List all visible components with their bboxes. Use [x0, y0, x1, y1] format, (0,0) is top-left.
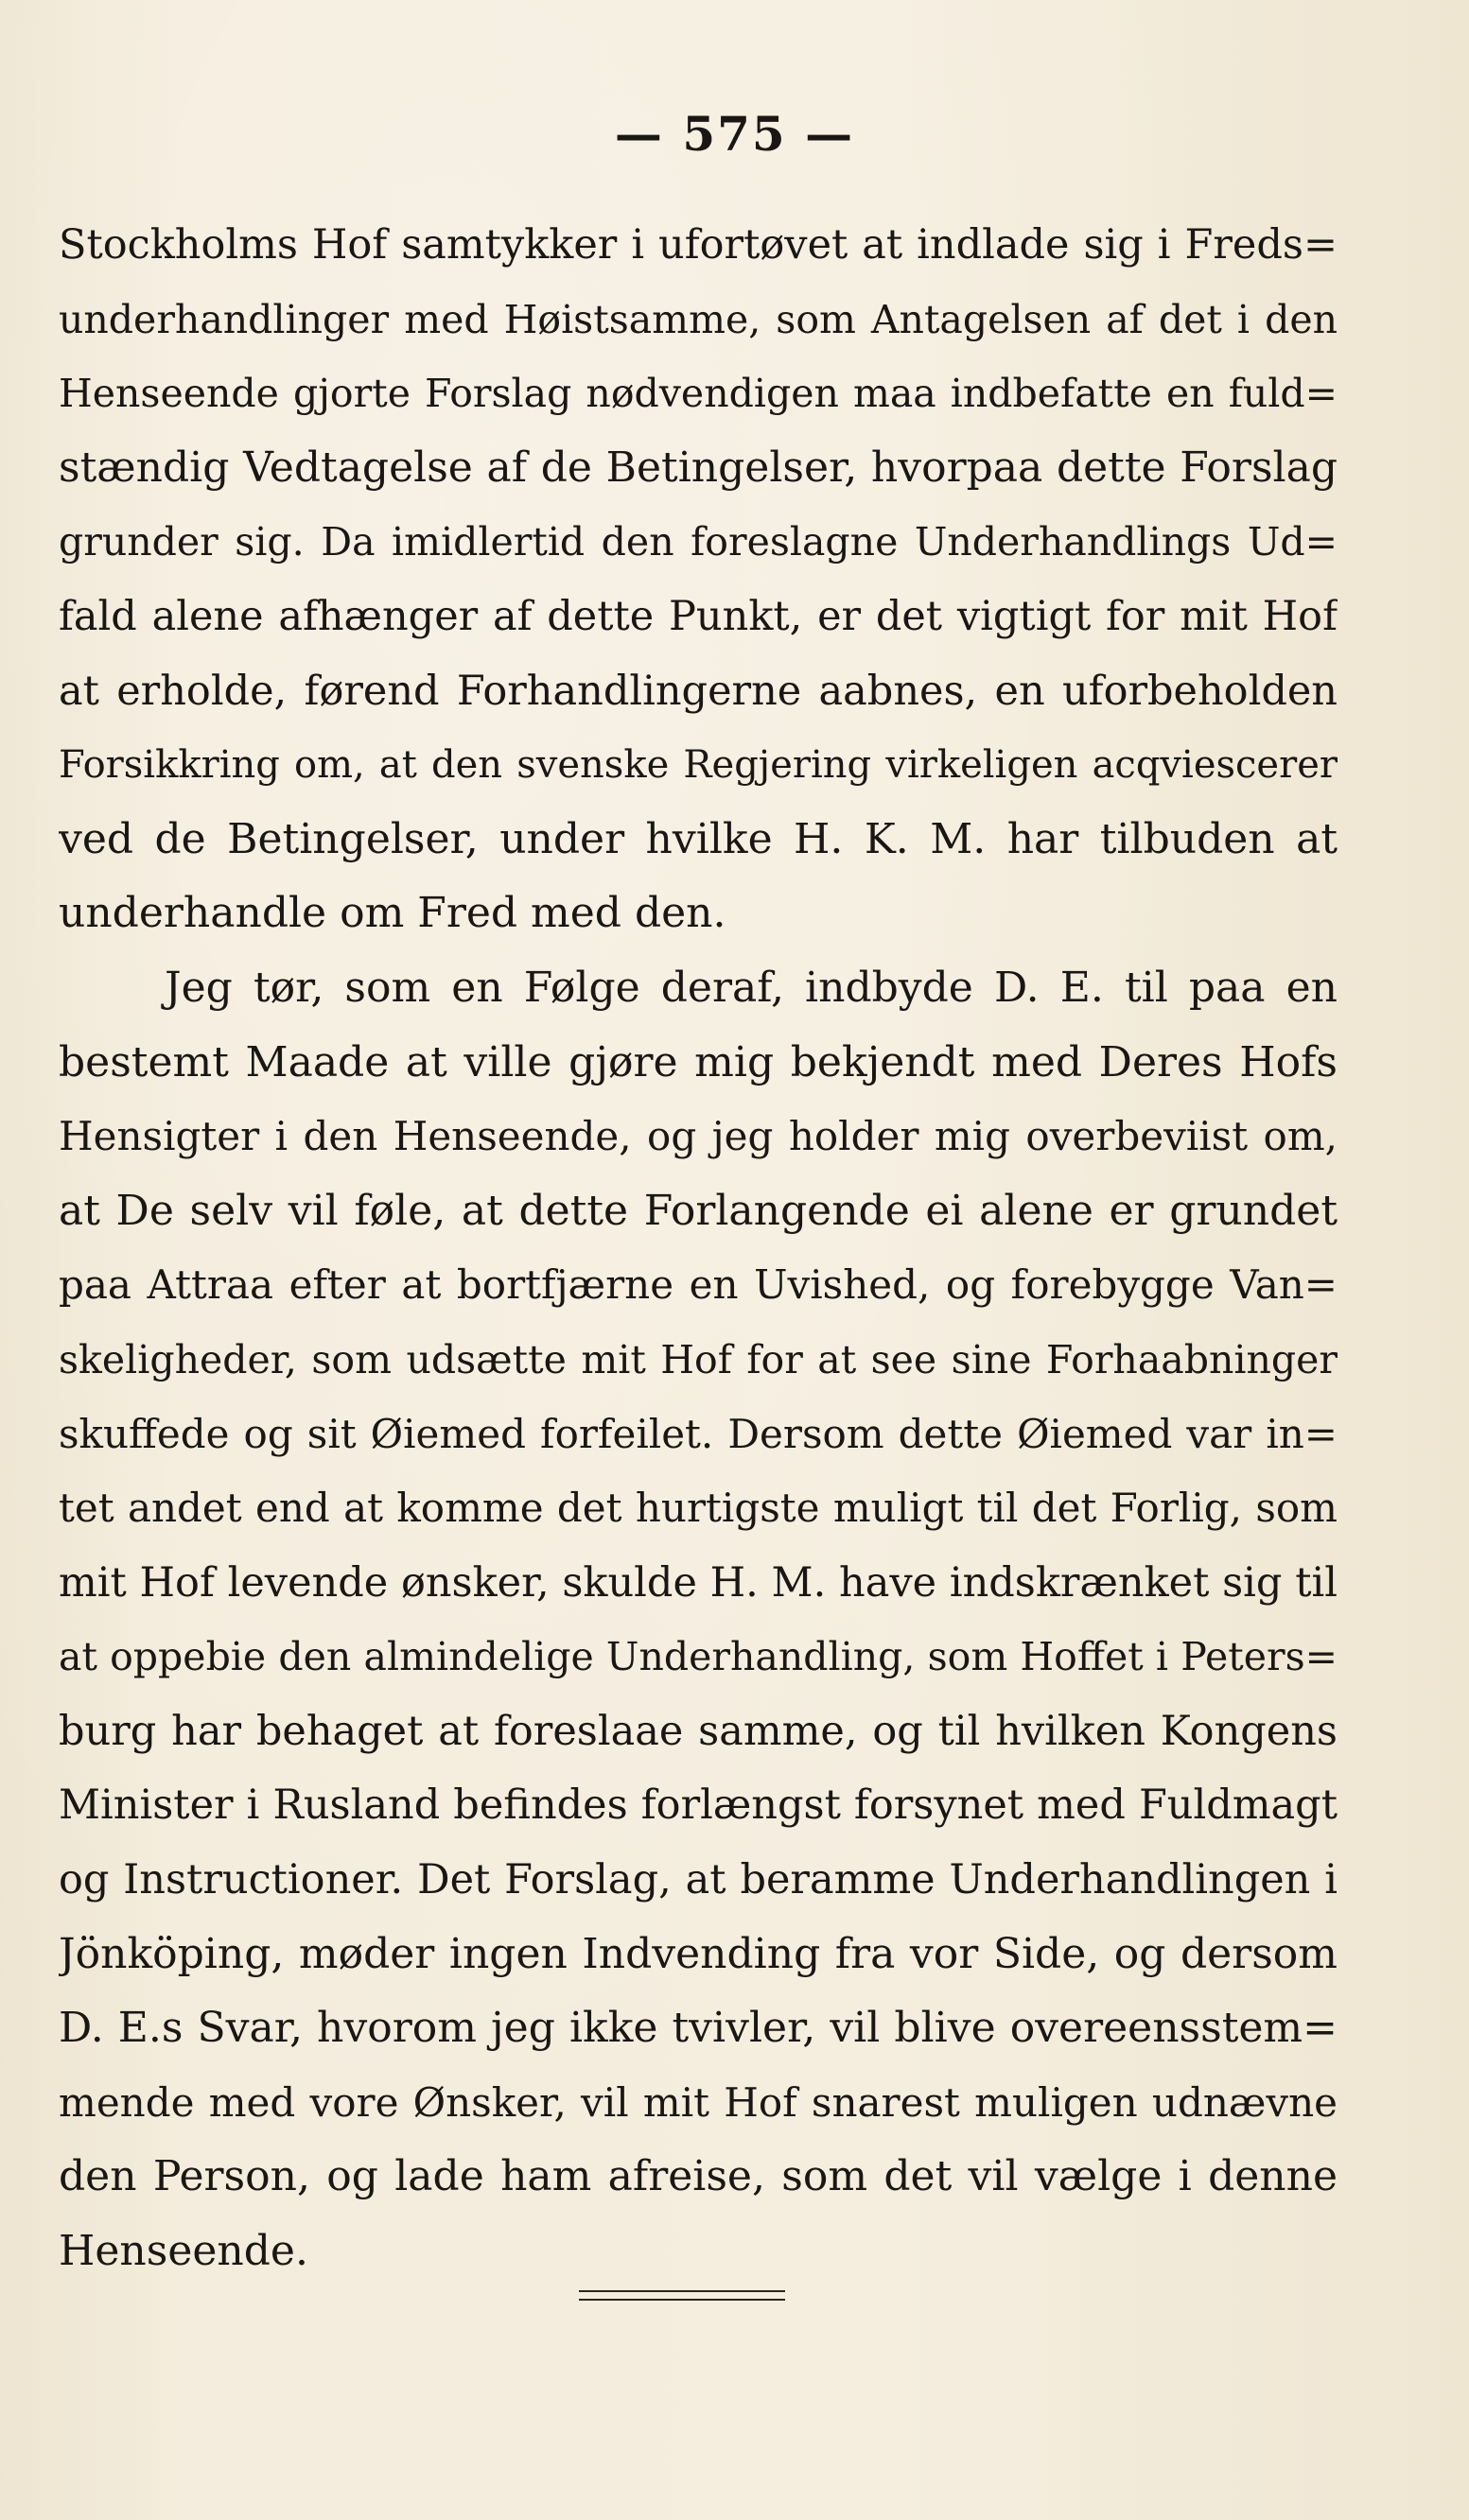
text-line: underhandle om Fred med den. — [59, 889, 726, 938]
text-line: at De selv vil føle, at dette Forlangende ei alene er grundet — [59, 1186, 1338, 1235]
text-line: stændig Vedtagelse af de Betingelser, hvorpaa dette Forslag — [59, 443, 1338, 492]
body-text — [59, 208, 1338, 2289]
text-line: mende med vore Ønsker, vil mit Hof snarest muligen udnævne — [59, 2078, 1338, 2126]
text-line: tet andet end at komme det hurtigste muligt til det Forlig, som — [59, 1485, 1338, 1532]
text-line: Henseende. — [59, 2227, 308, 2276]
text-line: at erholde, førend Forhandlingerne aabnes, en uforbeholden — [59, 667, 1338, 715]
text-line: D. E.s Svar, hvorom jeg ikke tvivler, vil blive overeensstem= — [59, 2004, 1338, 2053]
text-line: burg har behaget at foreslaae samme, og til hvilken Kongens — [59, 1707, 1338, 1755]
text-line: fald alene afhænger af dette Punkt, er det vigtigt for mit Hof — [59, 592, 1338, 640]
text-line: og Instructioner. Det Forslag, at beramme Underhandlingen i — [59, 1856, 1338, 1904]
text-line: Jönköping, møder ingen Indvending fra vor Side, og dersom — [59, 1929, 1338, 1978]
text-line: Minister i Rusland befindes forlængst forsynet med Fuldmagt — [59, 1781, 1338, 1830]
text-line: mit Hof levende ønsker, skulde H. M. have indskrænket sig til — [59, 1558, 1338, 1607]
text-line: ved de Betingelser, under hvilke H. K. M. har tilbuden at — [59, 814, 1338, 863]
text-line: bestemt Maade at ville gjøre mig bekjendt med Deres Hofs — [59, 1037, 1338, 1086]
text-line: underhandlinger med Høistsamme, som Antagelsen af det i den — [59, 296, 1338, 342]
text-line: grunder sig. Da imidlertid den foreslagne Underhandlings Ud= — [59, 519, 1338, 565]
section-divider — [579, 2290, 785, 2301]
text-line: at oppebie den almindelige Underhandling, som Hoffet i Peters= — [59, 1634, 1338, 1680]
text-line: den Person, og lade ham afreise, som det vil vælge i denne — [59, 2152, 1338, 2201]
text-line: paa Attraa efter at bortfjærne en Uvished, og forebygge Van= — [59, 1261, 1338, 1309]
text-line: skeligheder, som udsætte mit Hof for at see sine Forhaabninger — [59, 1336, 1338, 1382]
text-line: Forsikkring om, at den svenske Regjering virkeligen acqviescerer — [59, 743, 1338, 788]
text-line: Jeg tør, som en Følge deraf, indbyde D. E. til paa en — [165, 963, 1338, 1012]
text-line: skuffede og sit Øiemed forfeilet. Dersom dette Øiemed var in= — [59, 1410, 1338, 1457]
text-line: Henseende gjorte Forslag nødvendigen maa indbefatte en fuld= — [59, 371, 1338, 417]
page-number: — 575 — — [614, 106, 855, 162]
text-line: Stockholms Hof samtykker i ufortøvet at indlade sig i Freds= — [59, 221, 1338, 269]
text-line: Hensigter i den Henseende, og jeg holder mig overbeviist om, — [59, 1113, 1338, 1160]
